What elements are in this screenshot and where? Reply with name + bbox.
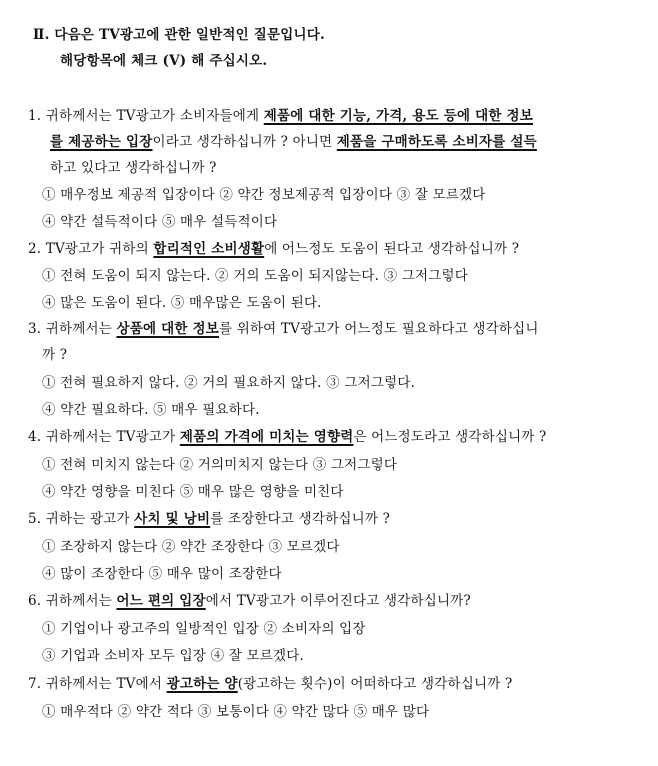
question-number: 1. [28, 108, 42, 124]
q2-underlined-phrase: 합리적인 소비생활 [153, 241, 265, 257]
q6-options-row-1[interactable]: ① 기업이나 광고주의 일방적인 입장 ② 소비자의 입장 [42, 621, 366, 637]
question-number: 4. [28, 429, 42, 445]
q1-text-plain-2: 이라고 생각하십니까 ? 아니면 [152, 134, 337, 150]
q5-options-row-2[interactable]: ④ 많이 조장한다 ⑤ 매우 많이 조장한다 [42, 566, 282, 582]
question-number: 7. [28, 676, 42, 692]
q6-underlined-phrase: 어느 편의 입장 [116, 593, 206, 609]
q2-text-plain: TV광고가 귀하의 [41, 241, 154, 257]
q1-underlined-phrase-3: 제품을 구매하도록 소비자를 설득 [336, 134, 537, 150]
q2-text-plain-2: 에 어느정도 도움이 된다고 생각하십니까 ? [264, 241, 520, 257]
q7-text-plain-2: (광고하는 횟수)이 어떠하다고 생각하십니까 ? [237, 676, 513, 692]
question-6 [28, 592, 471, 610]
section-instruction: 해당항목에 체크 (V) 해 주십시오. [60, 53, 268, 69]
q6-text-plain: 귀하께서는 [41, 593, 117, 609]
question-1-line-2 [50, 133, 537, 151]
q5-text-plain-2: 를 조장한다고 생각하십니까 ? [210, 511, 391, 527]
q1-options-row-1[interactable]: ① 매우정보 제공적 입장이다 ② 약간 정보제공적 입장이다 ③ 잘 모르겠다 [42, 187, 486, 203]
q3-text-plain: 귀하께서는 [41, 321, 117, 337]
q4-text-plain-2: 은 어느정도라고 생각하십니까 ? [353, 429, 547, 445]
q1-options-row-2[interactable]: ④ 약간 설득적이다 ⑤ 매우 설득적이다 [42, 214, 278, 230]
question-5 [28, 510, 390, 528]
q2-options-row-1[interactable]: ① 전혀 도움이 되지 않는다. ② 거의 도움이 되지않는다. ③ 그저그렇다 [42, 268, 469, 284]
question-number: 3. [28, 321, 42, 337]
question-3-line-2: 까 ? [42, 347, 68, 363]
q1-underlined-phrase: 제품에 대한 기능, 가격, 용도 등에 대한 정보 [263, 108, 533, 124]
question-1 [28, 107, 533, 125]
question-number: 2. [28, 241, 42, 257]
question-number: 5. [28, 511, 42, 527]
q1-text-plain: 귀하께서는 TV광고가 소비자들에게 [41, 108, 264, 124]
q3-text-plain-2: 를 위하여 TV광고가 어느정도 필요하다고 생각하십니 [218, 321, 539, 337]
question-number: 6. [28, 593, 42, 609]
q7-underlined-phrase: 광고하는 양 [166, 676, 238, 692]
q1-underlined-phrase-2: 를 제공하는 입장 [50, 134, 153, 150]
section-title: Ⅱ. 다음은 TV광고에 관한 일반적인 질문입니다. [33, 27, 325, 43]
q5-underlined-phrase: 사치 및 낭비 [134, 511, 211, 527]
q3-options-row-1[interactable]: ① 전혀 필요하지 않다. ② 거의 필요하지 않다. ③ 그저그렇다. [42, 375, 416, 391]
q7-text-plain: 귀하께서는 TV에서 [41, 676, 167, 692]
q2-options-row-2[interactable]: ④ 많은 도움이 된다. ⑤ 매우많은 도움이 된다. [42, 295, 322, 311]
q5-options-row-1[interactable]: ① 조장하지 않는다 ② 약간 조장한다 ③ 모르겠다 [42, 539, 340, 555]
question-3 [28, 320, 539, 338]
q6-text-plain-2: 에서 TV광고가 이루어진다고 생각하십니까? [205, 593, 471, 609]
q4-options-row-2[interactable]: ④ 약간 영향을 미친다 ⑤ 매우 많은 영향을 미친다 [42, 484, 344, 500]
q4-text-plain: 귀하께서는 TV광고가 [41, 429, 180, 445]
q4-underlined-phrase: 제품의 가격에 미치는 영향력 [179, 429, 354, 445]
q6-options-row-2[interactable]: ③ 기업과 소비자 모두 입장 ④ 잘 모르겠다. [42, 648, 304, 664]
question-7 [28, 675, 512, 693]
question-1-line-3: 하고 있다고 생각하십니까 ? [50, 160, 217, 176]
q4-options-row-1[interactable]: ① 전혀 미치지 않는다 ② 거의미치지 않는다 ③ 그저그렇다 [42, 457, 398, 473]
q7-options-row-1[interactable]: ① 매우적다 ② 약간 적다 ③ 보통이다 ④ 약간 많다 ⑤ 매우 많다 [42, 704, 430, 720]
q3-options-row-2[interactable]: ④ 약간 필요하다. ⑤ 매우 필요하다. [42, 402, 260, 418]
q5-text-plain: 귀하는 광고가 [41, 511, 135, 527]
question-4 [28, 428, 546, 446]
question-2 [28, 240, 519, 258]
q3-underlined-phrase: 상품에 대한 정보 [116, 321, 219, 337]
